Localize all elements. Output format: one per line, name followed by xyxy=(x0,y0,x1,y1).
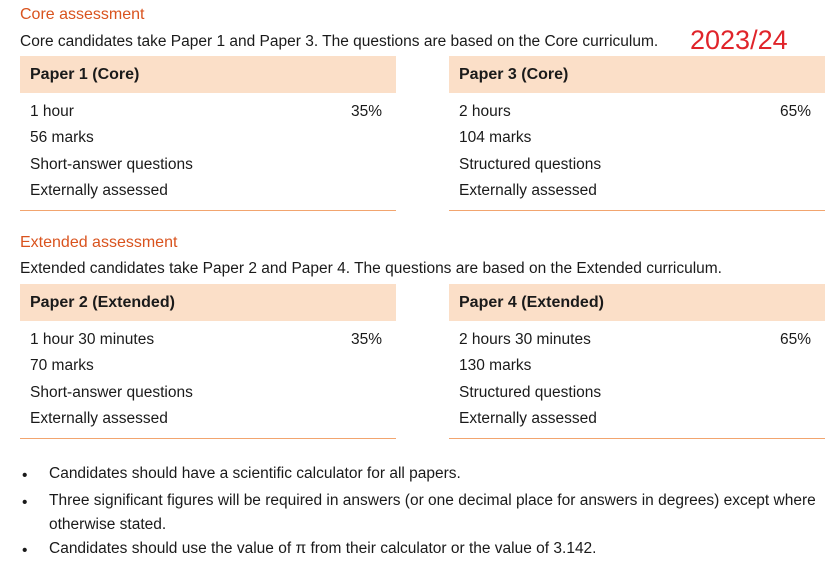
bullet-marker: • xyxy=(22,542,28,559)
paper-4-duration: 2 hours 30 minutes xyxy=(459,331,591,348)
paper-4-assessment: Externally assessed xyxy=(459,410,597,427)
paper-4-title: Paper 4 (Extended) xyxy=(449,284,825,321)
paper-3-duration: 2 hours xyxy=(459,103,511,120)
paper-4-type: Structured questions xyxy=(459,384,602,401)
paper-1-duration: 1 hour xyxy=(30,103,74,120)
paper-2-weight: 35% xyxy=(350,331,382,348)
paper-3-title: Paper 3 (Core) xyxy=(449,56,825,93)
paper-4-details xyxy=(449,321,825,439)
paper-3-weight: 65% xyxy=(779,103,811,120)
paper-3-assessment: Externally assessed xyxy=(459,182,597,199)
core-heading: Core assessment xyxy=(20,6,145,23)
paper-2-marks: 70 marks xyxy=(30,357,94,374)
extended-heading: Extended assessment xyxy=(20,234,178,251)
paper-1-title: Paper 1 (Core) xyxy=(20,56,396,93)
paper-4-weight: 65% xyxy=(779,331,811,348)
bullet-marker: • xyxy=(22,494,28,511)
paper-1-type: Short-answer questions xyxy=(30,156,193,173)
paper-1-assessment: Externally assessed xyxy=(30,182,168,199)
year-label: 2023/24 xyxy=(690,25,788,55)
paper-2-assessment: Externally assessed xyxy=(30,410,168,427)
paper-4-marks: 130 marks xyxy=(459,357,532,374)
paper-3-type: Structured questions xyxy=(459,156,602,173)
note-item: Candidates should use the value of π from their calculator or the value of 3.142. xyxy=(49,540,597,557)
note-item: Candidates should have a scientific calculator for all papers. xyxy=(49,465,461,482)
paper-2-duration: 1 hour 30 minutes xyxy=(30,331,155,348)
paper-2-title: Paper 2 (Extended) xyxy=(20,284,396,321)
note-item: Three significant figures will be required in answers (or one decimal place for answers in degrees) except where otherwise stated. xyxy=(49,492,816,533)
core-intro: Core candidates take Paper 1 and Paper 3. The questions are based on the Core curriculum. xyxy=(20,33,659,50)
paper-3-details xyxy=(449,93,825,211)
paper-2-details xyxy=(20,321,396,439)
paper-1-weight: 35% xyxy=(350,103,382,120)
paper-1-details xyxy=(20,93,396,211)
paper-3-marks: 104 marks xyxy=(459,129,532,146)
extended-intro: Extended candidates take Paper 2 and Paper 4. The questions are based on the Extended curriculum. xyxy=(20,260,722,277)
paper-2-type: Short-answer questions xyxy=(30,384,193,401)
bullet-marker: • xyxy=(22,467,28,484)
paper-1-marks: 56 marks xyxy=(30,129,94,146)
